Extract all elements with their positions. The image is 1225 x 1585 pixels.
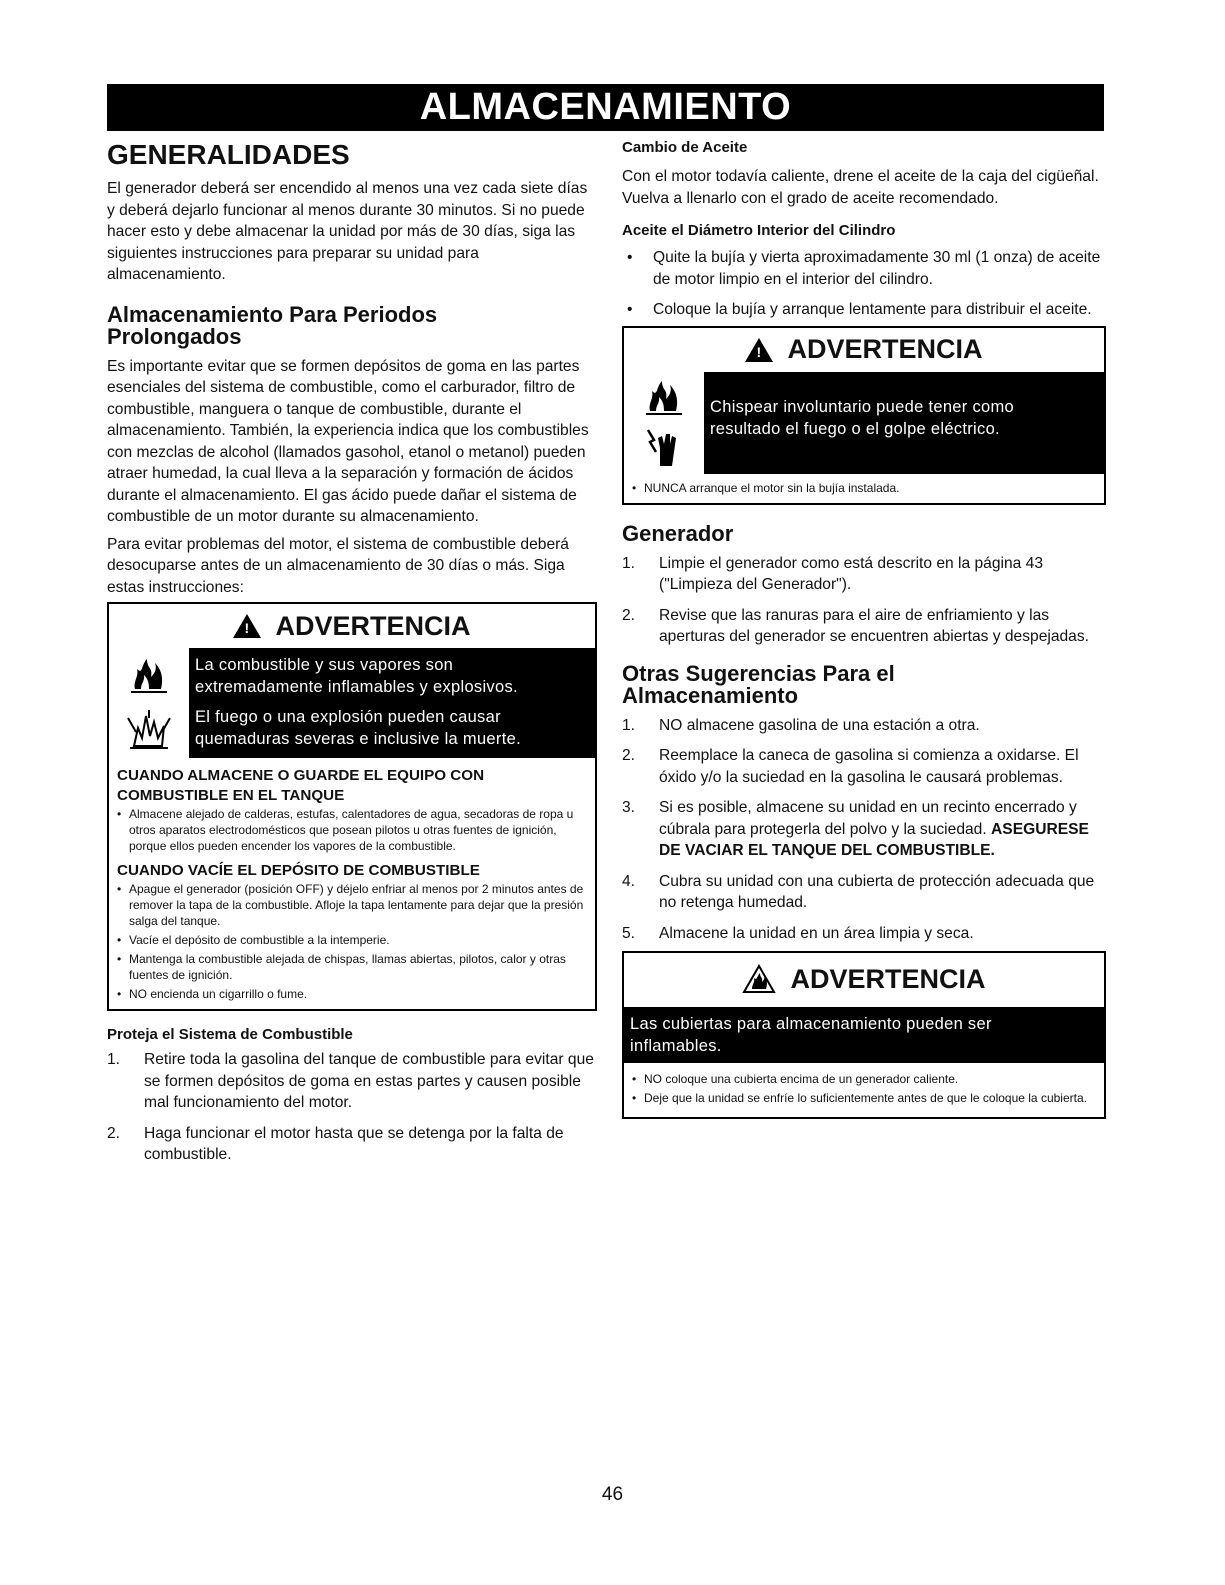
- hazard-icons: [624, 372, 704, 474]
- section-banner: ALMACENAMIENTO: [107, 84, 1104, 131]
- warning-hazard-area: [109, 648, 595, 758]
- step-number: 1.: [622, 716, 636, 734]
- list-item: • Deje que la unidad se enfríe lo suficientemente antes de que le coloque la cubierta.: [632, 1091, 1087, 1105]
- list-item: • NO encienda un cigarrillo o fume.: [117, 987, 308, 1001]
- warning-subheading: [109, 766, 595, 806]
- cylinder-list: [622, 247, 1106, 321]
- step-number: 4.: [622, 872, 636, 890]
- list-item-text: NUNCA arranque el motor sin la bujía instalada.: [644, 480, 900, 495]
- fire-hazard-icon: [624, 372, 704, 422]
- warning-line: El fuego o una explosión pueden causar: [195, 708, 501, 726]
- warning-triangle-icon: !: [233, 614, 261, 638]
- warning-triangle-icon: !: [745, 338, 773, 362]
- warning-header: [109, 604, 595, 648]
- hazard-icons: [109, 648, 189, 758]
- warning-title: ADVERTENCIA: [790, 963, 986, 994]
- warning-header: [624, 953, 1104, 1005]
- long-storage-text: Es importante evitar que se formen depósitos de goma en las partes esenciales del sistema de combustible, como el carburador, filtro de combustible, manguera o tanque de combustible, durante el almacenamiento. También, la experiencia indica que los combustibles con mezclas de alcohol (llamados gasohol, etanol o metanol) pueden atraer humedad, la cual lleva a la separación y formación de ácidos durante el almacenamiento. El gas ácido puede dañar el sistema de combustible de un motor durante su almacenamiento.: [107, 357, 589, 525]
- warning-message: [624, 1007, 1104, 1063]
- oil-change-heading: Cambio de Aceite: [622, 139, 748, 156]
- warning-list: [109, 806, 595, 861]
- other-suggestions-heading: [622, 660, 1106, 708]
- list-item-text: Vacíe el depósito de combustible a la intemperie.: [129, 933, 390, 947]
- spark-warning-box: [622, 326, 1106, 505]
- list-item: [107, 1049, 597, 1114]
- list-item-text: Almacene alejado de calderas, estufas, calentadores de agua, secadoras de ropa u otros aparatos electrodomésticos que posean pilotos u otras fuentes de ignición, porque ellos pueden encender los vapores de la combustible.: [129, 807, 574, 853]
- right-column: [622, 136, 1106, 1119]
- step-number: 5.: [622, 924, 636, 942]
- list-item: • Mantenga la combustible alejada de chispas, llamas abiertas, pilotos, calor y otras fuentes de ignición.: [117, 952, 566, 982]
- step-number: 2.: [622, 747, 636, 764]
- list-item: • Quite la bujía y vierta aproximadamente 30 ml (1 onza) de aceite de motor limpio en el interior del cilindro.: [627, 249, 1101, 288]
- page-number: 46: [601, 1484, 624, 1505]
- fire-hazard-icon: [109, 648, 189, 702]
- protect-fuel-steps: [107, 1049, 597, 1166]
- warning-line: La combustible y sus vapores son: [195, 656, 454, 674]
- step-number: 1.: [622, 554, 636, 572]
- warning-message: [189, 648, 595, 758]
- step-text: Si es posible, almacene su unidad en un recinto encerrado y cúbrala para protegerla del polvo y la suciedad.: [659, 799, 1077, 838]
- fuel-warning-box: [107, 602, 597, 1011]
- warning-message: [704, 372, 1104, 474]
- step-text: Haga funcionar el motor hasta que se detenga por la falta de combustible.: [144, 1124, 564, 1163]
- list-item: • Coloque la bujía y arranque lentamente para distribuir el aceite.: [627, 301, 1092, 318]
- long-storage-text-2: Para evitar problemas del motor, el sistema de combustible deberá desocuparse antes de un almacenamiento de 30 días o más. Siga estas instrucciones:: [107, 535, 569, 596]
- list-item-text: NO coloque una cubierta encima de un generador caliente.: [644, 1072, 959, 1086]
- step-text: Almacene la unidad en un área limpia y seca.: [659, 924, 974, 942]
- shock-hazard-icon: [624, 422, 704, 474]
- warning-title: ADVERTENCIA: [787, 334, 983, 364]
- list-item: • NO coloque una cubierta encima de un generador caliente.: [632, 1072, 959, 1086]
- warning-list: [624, 474, 1104, 503]
- step-text: Retire toda la gasolina del tanque de combustible para evitar que se formen depósitos de goma en estas partes y causen posible mal funcionamiento del motor.: [144, 1051, 594, 1111]
- list-item: [622, 797, 1106, 862]
- warning-line: resultado el fuego o el golpe eléctrico.: [710, 419, 1000, 438]
- list-item-text: NO encienda un cigarrillo o fume.: [129, 987, 308, 1001]
- warning-hazard-area: [624, 372, 1104, 474]
- protect-fuel-heading: Proteja el Sistema de Combustible: [107, 1026, 353, 1043]
- step-number: 2.: [107, 1124, 121, 1142]
- list-item-text: Mantenga la combustible alejada de chispas, llamas abiertas, pilotos, calor y otras fuentes de ignición.: [129, 952, 566, 982]
- list-item-text: Quite la bujía y vierta aproximadamente 30 ml (1 onza) de aceite de motor limpio en el interior del cilindro.: [653, 249, 1101, 288]
- step-text: Reemplace la caneca de gasolina si comienza a oxidarse. El óxido y/o la suciedad en la gasolina le causará problemas.: [659, 747, 1079, 786]
- warning-title: ADVERTENCIA: [275, 610, 471, 641]
- list-item: [622, 553, 1106, 596]
- step-text: Revise que las ranuras para el aire de enfriamiento y las aperturas del generador se encuentren abiertas y despejadas.: [659, 606, 1089, 645]
- step-text: NO almacene gasolina de una estación a otra.: [659, 716, 980, 734]
- generalidades-heading: GENERALIDADES: [107, 139, 350, 170]
- step-number: 2.: [622, 606, 636, 624]
- warning-list: [624, 1063, 1104, 1117]
- warning-line: Chispear involuntario puede tener como: [710, 397, 1014, 416]
- warning-subheading-line: COMBUSTIBLE EN EL TANQUE: [117, 787, 345, 804]
- list-item: • Almacene alejado de calderas, estufas, calentadores de agua, secadoras de ropa u otros aparatos electrodomésticos que posean pilotos u otras fuentes de ignición, porque ellos pueden encender los vapores de la combustible.: [117, 807, 574, 853]
- generator-steps: [622, 553, 1106, 648]
- warning-line: Las cubiertas para almacenamiento pueden ser: [630, 1015, 992, 1033]
- generator-heading: Generador: [622, 520, 734, 546]
- warning-subheading-line: CUANDO ALMACENE O GUARDE EL EQUIPO CON: [117, 767, 485, 784]
- long-storage-heading: [107, 301, 597, 349]
- long-storage-heading-line2: Prolongados: [107, 323, 242, 349]
- oil-change-text: Con el motor todavía caliente, drene el aceite de la caja del cigüeñal. Vuelva a llenarlo con el grado de aceite recomendado.: [622, 168, 1099, 207]
- warning-header: [624, 328, 1104, 372]
- step-number: 1.: [107, 1051, 121, 1068]
- list-item-text: Deje que la unidad se enfríe lo suficientemente antes de que le coloque la cubierta.: [644, 1091, 1087, 1105]
- warning-list: [109, 881, 595, 1009]
- warning-subheading: CUANDO VACÍE EL DEPÓSITO DE COMBUSTIBLE: [117, 862, 480, 879]
- list-item: • NUNCA arranque el motor sin la bujía instalada.: [632, 480, 900, 495]
- list-item: [622, 605, 1106, 648]
- list-item-text: Apague el generador (posición OFF) y déjelo enfriar al menos por 2 minutos antes de remover la tapa de la combustible. Afloje la tapa lentamente para dejar que la presión salga del tanque.: [129, 882, 584, 928]
- list-item: [622, 871, 1106, 914]
- warning-line: extremadamente inflamables y explosivos.: [195, 678, 518, 696]
- list-item: • Vacíe el depósito de combustible a la intemperie.: [117, 933, 390, 947]
- step-number: 3.: [622, 799, 636, 816]
- list-item: [622, 745, 1106, 788]
- left-column: [107, 136, 597, 1175]
- long-storage-heading-line1: Almacenamiento Para Periodos: [107, 301, 438, 327]
- step-emphasis: ASEGURESE DE VACIAR EL TANQUE DEL COMBUSTIBLE.: [659, 820, 1089, 859]
- other-suggestions-heading-line1: Otras Sugerencias Para el: [622, 660, 895, 686]
- list-item: • Apague el generador (posición OFF) y déjelo enfriar al menos por 2 minutos antes de remover la tapa de la combustible. Afloje la tapa lentamente para dejar que la presión salga del tanque.: [117, 882, 584, 928]
- list-item-text: Coloque la bujía y arranque lentamente para distribuir el aceite.: [653, 301, 1092, 318]
- other-suggestions-steps: [622, 715, 1106, 945]
- list-item: [622, 923, 1106, 945]
- cover-warning-box: [622, 951, 1106, 1119]
- step-text: Cubra su unidad con una cubierta de protección adecuada que no retenga humedad.: [659, 872, 1095, 911]
- cylinder-heading: Aceite el Diámetro Interior del Cilindro: [622, 222, 896, 239]
- other-suggestions-heading-line2: Almacenamiento: [622, 682, 799, 708]
- list-item: [107, 1123, 597, 1166]
- warning-line: quemaduras severas e inclusive la muerte.: [195, 730, 521, 748]
- warning-line: inflamables.: [630, 1037, 722, 1055]
- step-text: Limpie el generador como está descrito en la página 43 ("Limpieza del Generador").: [659, 554, 1044, 593]
- fire-warning-triangle-icon: [742, 964, 776, 994]
- list-item: [622, 715, 1106, 737]
- generalidades-text: El generador deberá ser encendido al menos una vez cada siete días y deberá dejarlo funcionar al menos durante 30 minutos. Si no puede hacer esto y debe almacenar la unidad por más de 30 días, siga las siguientes instrucciones para preparar su unidad para almacenamiento.: [107, 180, 588, 283]
- explosion-hazard-icon: [109, 702, 189, 758]
